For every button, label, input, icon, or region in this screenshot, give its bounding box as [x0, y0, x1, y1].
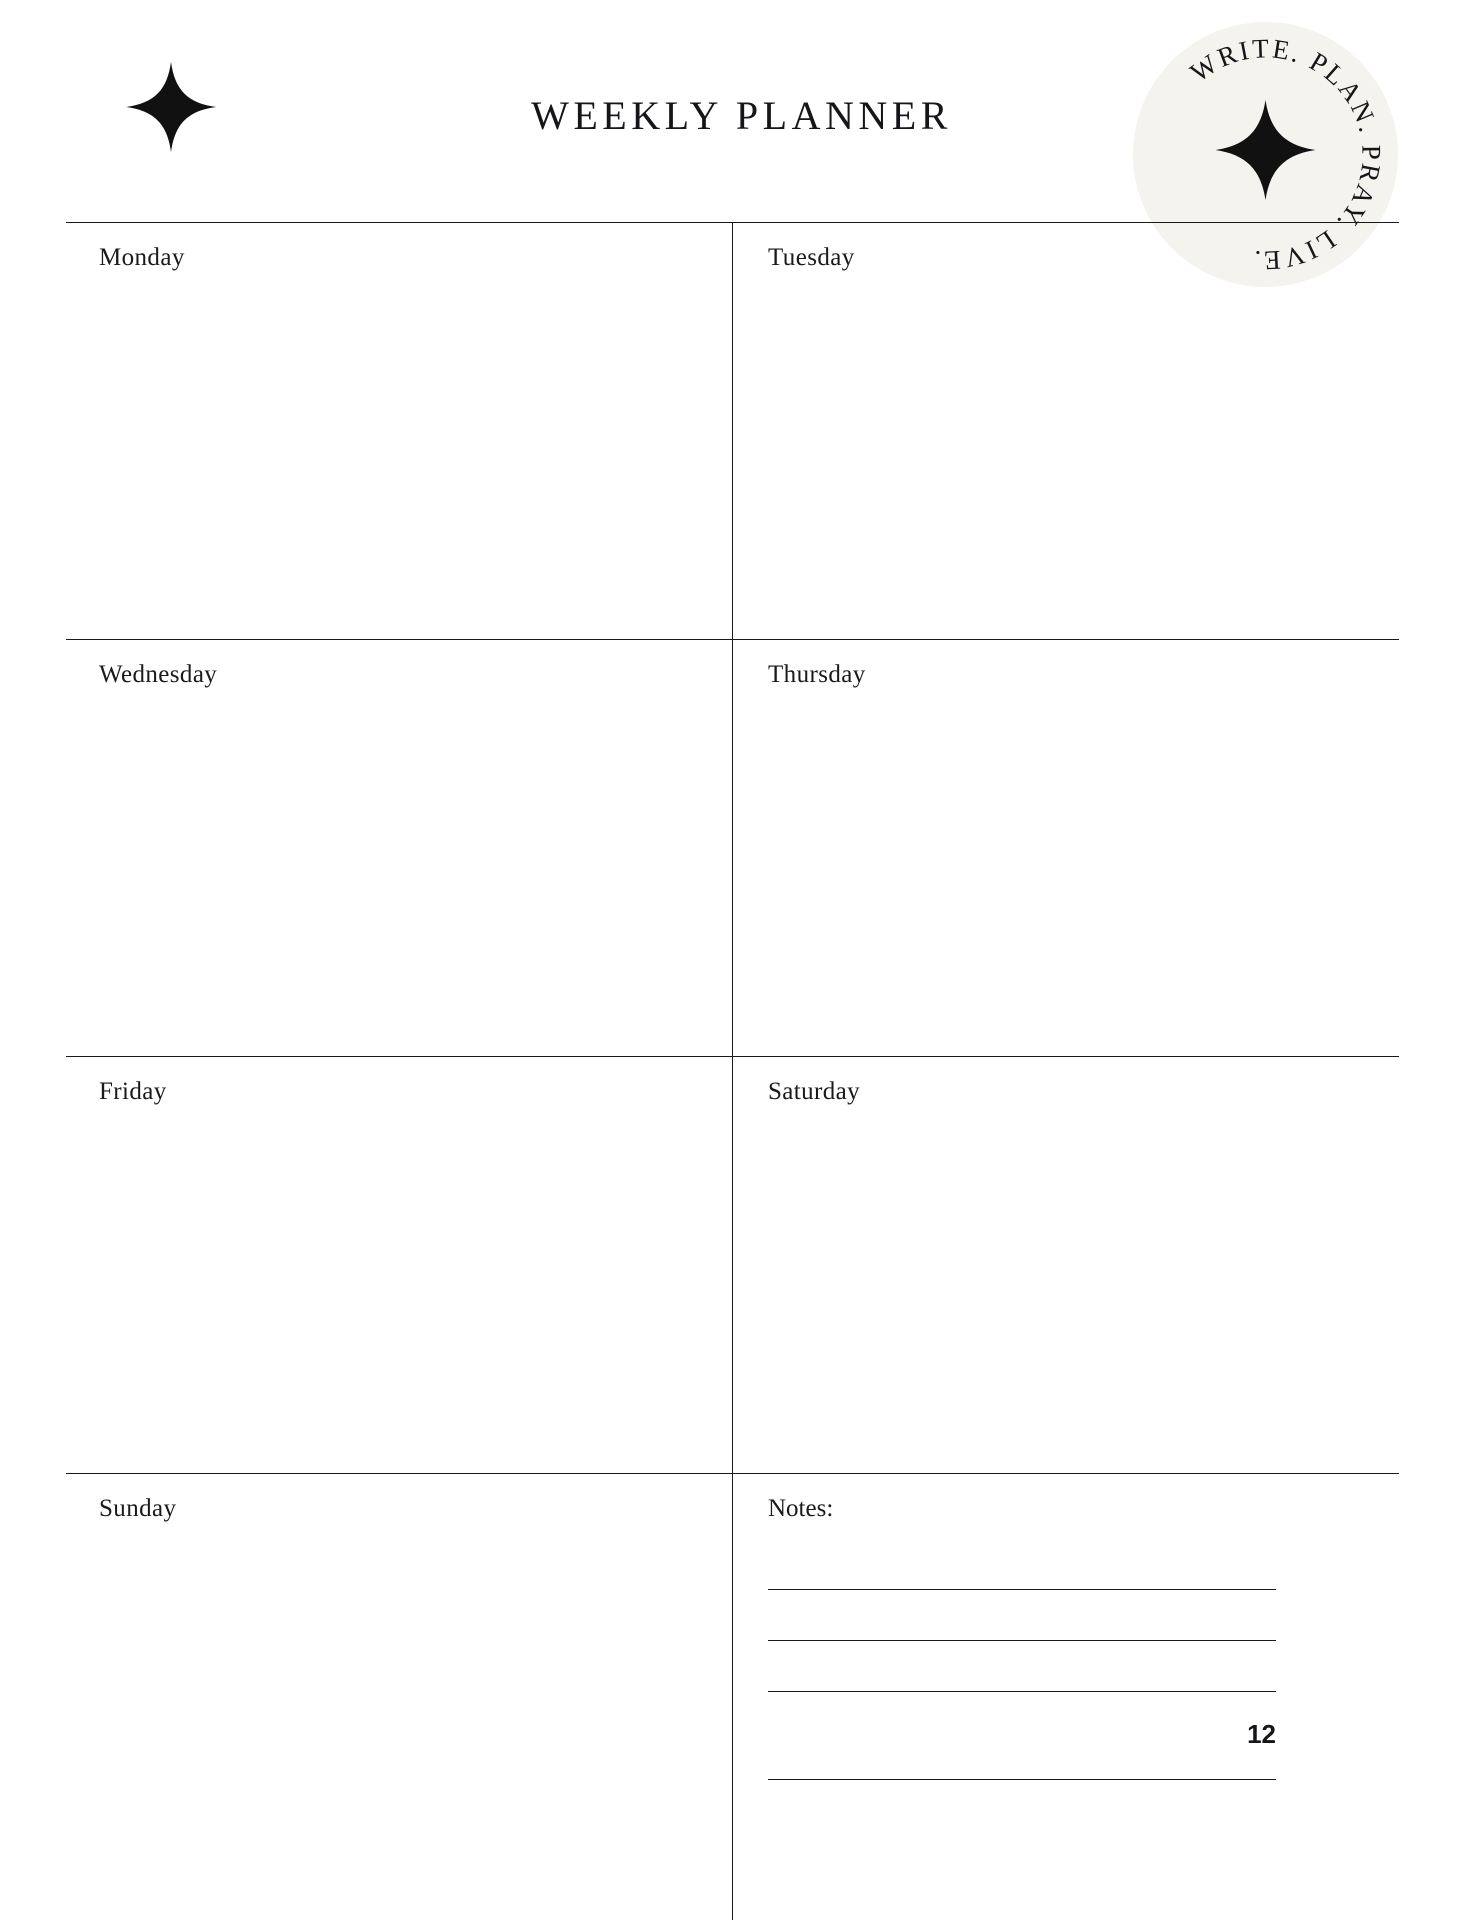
weekly-grid — [66, 222, 1399, 1920]
day-block-friday[interactable] — [66, 1056, 732, 1473]
day-block-wednesday[interactable] — [66, 639, 732, 1056]
day-block-sunday[interactable] — [66, 1473, 732, 1920]
page-title: WEEKLY PLANNER — [531, 93, 952, 138]
svg-text:WRITE. PLAN. PRAY. LIVE.: WRITE. PLAN. PRAY. LIVE. — [1184, 33, 1387, 276]
notes-write-line[interactable] — [768, 1779, 1276, 1780]
day-block-saturday[interactable] — [733, 1056, 1399, 1473]
notes-write-line[interactable] — [768, 1691, 1276, 1692]
page-number: 12 — [1247, 1719, 1276, 1749]
day-label-saturday: Saturday — [768, 1078, 861, 1105]
day-label-tuesday: Tuesday — [768, 244, 855, 271]
day-label-friday: Friday — [99, 1078, 167, 1105]
day-label-wednesday: Wednesday — [99, 661, 218, 688]
notes-label: Notes: — [768, 1495, 834, 1522]
day-block-monday[interactable] — [66, 222, 732, 639]
day-block-tuesday[interactable] — [733, 222, 1399, 639]
notes-write-line[interactable] — [768, 1589, 1276, 1590]
notes-write-line[interactable] — [768, 1640, 1276, 1641]
day-label-monday: Monday — [99, 244, 185, 271]
day-block-thursday[interactable] — [733, 639, 1399, 1056]
notes-block[interactable] — [733, 1473, 1399, 1920]
day-label-sunday: Sunday — [99, 1495, 177, 1522]
day-label-thursday: Thursday — [768, 661, 866, 688]
